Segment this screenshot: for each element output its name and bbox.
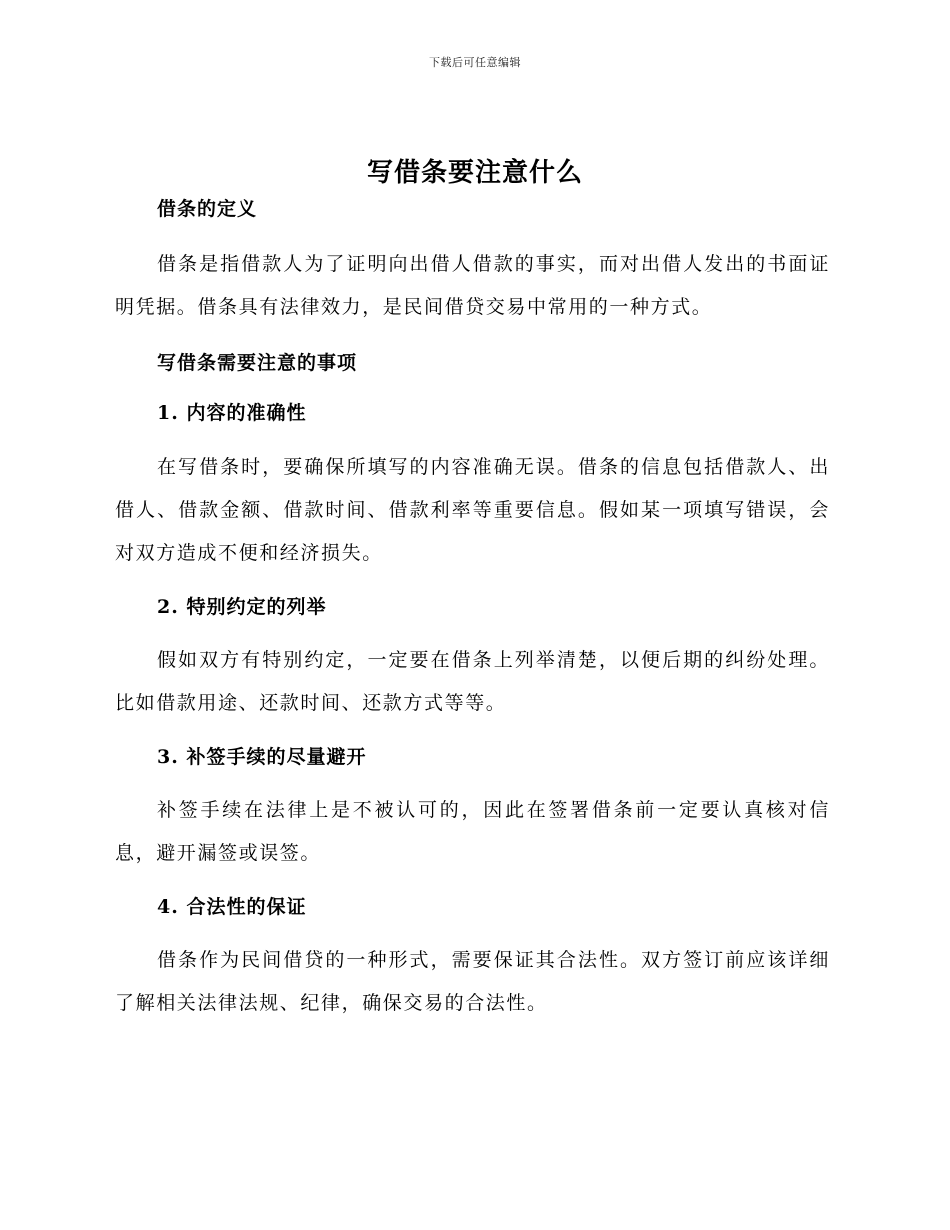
section-heading-definition: 借条的定义 [157,198,258,220]
page-header-note: 下载后可任意编辑 [429,56,521,69]
paragraph-definition: 借条是指借款人为了证明向出借人借款的事实，而对出借人发出的书面证明凭据。借条具有法律效力，是民间借贷交易中常用的一种方式。 [115,253,830,318]
item-heading-1: 1. 内容的准确性 [157,402,307,424]
item-paragraph-4: 借条作为民间借贷的一种形式，需要保证其合法性。双方签订前应该详细了解相关法律法规、纪律，确保交易的合法性。 [115,949,830,1014]
item-heading-2: 2. 特别约定的列举 [157,596,327,618]
item-heading-3: 3. 补签手续的尽量避开 [157,746,367,768]
item-paragraph-2: 假如双方有特别约定，一定要在借条上列举清楚，以便后期的纠纷处理。比如借款用途、还款时间、还款方式等等。 [115,649,830,714]
item-paragraph-1: 在写借条时，要确保所填写的内容准确无误。借条的信息包括借款人、出借人、借款金额、借款时间、借款利率等重要信息。假如某一项填写错误，会对双方造成不便和经济损失。 [115,456,830,564]
document-body [115,193,830,1025]
section-heading-notes: 写借条需要注意的事项 [157,352,358,374]
item-paragraph-3: 补签手续在法律上是不被认可的，因此在签署借条前一定要认真核对信息，避开漏签或误签。 [115,799,830,864]
document-title: 写借条要注意什么 [366,158,583,188]
item-heading-4: 4. 合法性的保证 [157,896,307,918]
